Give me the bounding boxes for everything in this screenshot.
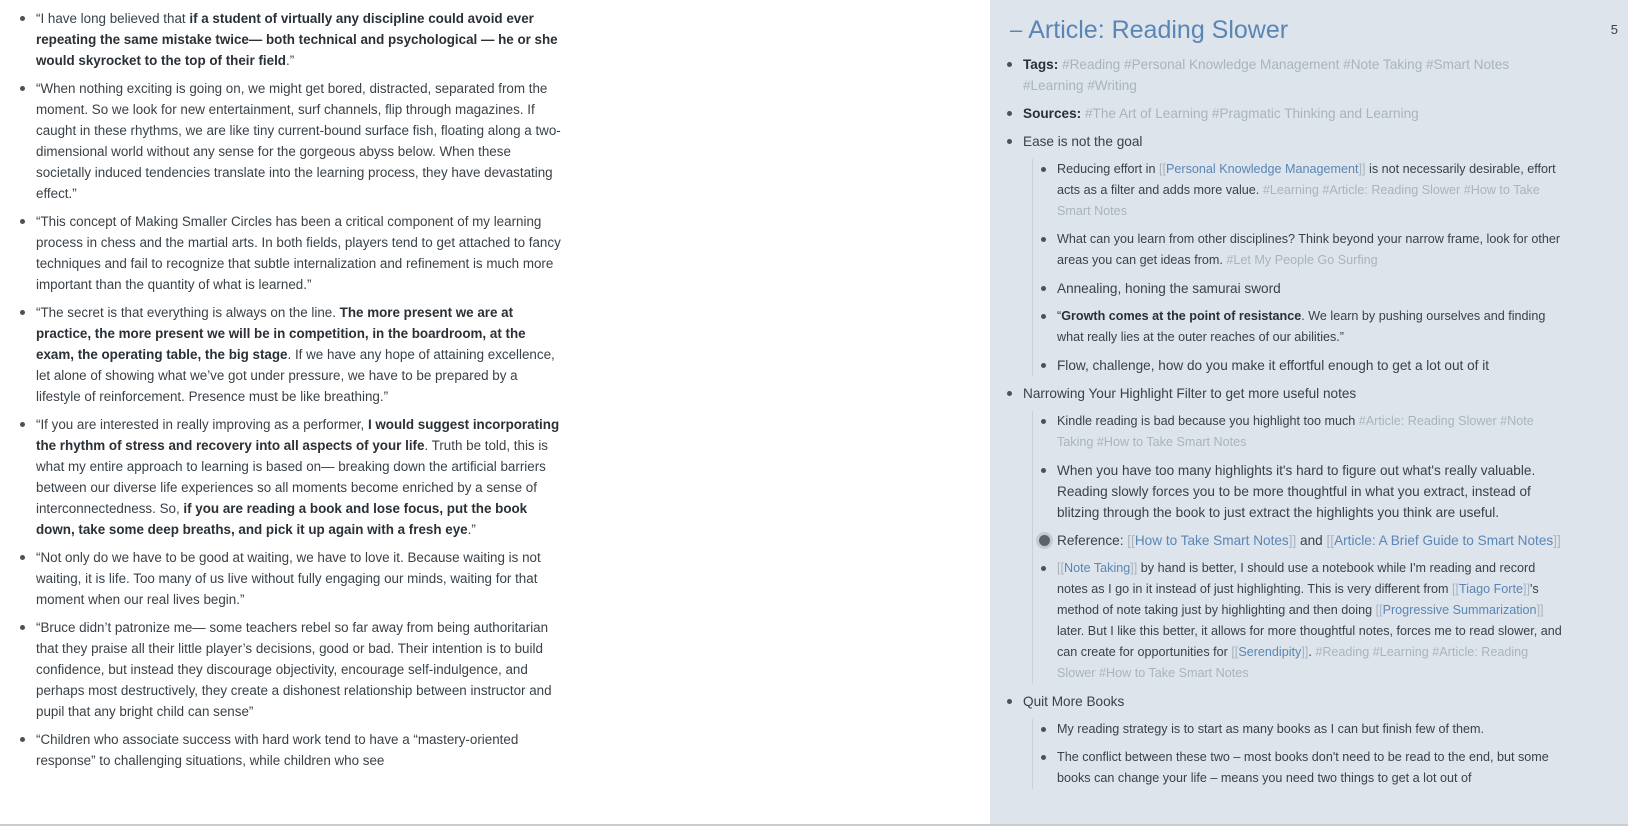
- tag-ref[interactable]: #Learning #Article: Reading Slower #How to Take Smart Notes: [1057, 183, 1540, 218]
- block-text: is not necessarily desirable, effort acts as a filter and adds more value.: [1057, 162, 1556, 197]
- child-block[interactable]: [1040, 159, 1566, 222]
- tag-ref[interactable]: #Article: Reading Slower #Note Taking #How to Take Smart Notes: [1057, 414, 1534, 449]
- link-bracket: [[: [1375, 603, 1383, 617]
- sidebar-page: [990, 0, 1628, 826]
- quote-bold-text: I would suggest incorporating the rhythm of stress and recovery into all aspects of your life: [36, 417, 560, 453]
- link-bracket: ]]: [1130, 561, 1138, 575]
- block-text: Reducing effort in: [1057, 162, 1159, 176]
- quote-list: [20, 8, 565, 778]
- page-header: [1010, 12, 1288, 48]
- quote-item[interactable]: [20, 729, 565, 771]
- block-text: What can you learn from other disciplines? Think beyond your narrow frame, look for other areas you can get ideas from.: [1057, 232, 1561, 267]
- link-bracket: ]]: [1522, 582, 1530, 596]
- sources-block[interactable]: [1006, 103, 1566, 124]
- page-count: 5: [1610, 22, 1618, 37]
- quote-bold-text: The more present we are at practice, the more present we will be in competition, in the boardroom, at the exam, the operating table, the big stage: [36, 305, 526, 362]
- link-bracket: [[: [1158, 162, 1166, 176]
- child-block[interactable]: [1040, 558, 1566, 684]
- section-block[interactable]: [1006, 691, 1566, 789]
- block-text: . We learn by pushing ourselves and finding what really lies at the outer reaches of our abilities.”: [1057, 309, 1546, 344]
- block-text: The conflict between these two – most books don't need to be read to the end, but some books can change your life – means you need two things to get a lot out of: [1057, 750, 1549, 785]
- link-bracket: [[: [1452, 582, 1460, 596]
- tags-value[interactable]: #Reading #Personal Knowledge Management #Note Taking #Smart Notes #Learning #Writing: [1023, 57, 1510, 93]
- child-block[interactable]: [1040, 355, 1566, 376]
- quote-text: “I have long believed that: [36, 11, 190, 26]
- collapse-toggle-icon[interactable]: –: [1010, 17, 1023, 42]
- block-text: and: [1296, 533, 1327, 548]
- link-bracket: ]]: [1553, 533, 1561, 548]
- tag-ref[interactable]: #Let My People Go Surfing: [1226, 253, 1378, 267]
- child-block[interactable]: [1040, 229, 1566, 271]
- quote-text: “Children who associate success with hard work tend to have a “mastery-oriented response” to challenging situations, while children who see: [36, 732, 519, 768]
- quote-item[interactable]: [20, 414, 565, 540]
- section-heading: Quit More Books: [1023, 694, 1125, 709]
- sources-label: Sources:: [1023, 106, 1082, 121]
- page-link[interactable]: Personal Knowledge Management: [1165, 162, 1359, 176]
- tags-block[interactable]: [1006, 54, 1566, 96]
- block-text: later. But I like this better, it allows for more thoughtful notes, forces me to read slower, and can create for opportunities for: [1057, 624, 1562, 659]
- quote-item[interactable]: [20, 211, 565, 295]
- child-block[interactable]: [1040, 719, 1566, 740]
- sources-value[interactable]: #The Art of Learning #Pragmatic Thinking and Learning: [1084, 106, 1419, 121]
- block-text: Annealing, honing the samurai sword: [1057, 281, 1281, 296]
- page-link[interactable]: Article: A Brief Guide to Smart Notes: [1334, 533, 1554, 548]
- quote-text: “This concept of Making Smaller Circles has been a critical component of my learning process in chess and the martial arts. In both fields, players tend to get attached to fancy techniques and fail to recognize that subtle internalization and refinement is much more important than the quantity of what is learned.”: [36, 214, 561, 292]
- child-blocks: [1032, 159, 1566, 376]
- section-heading: Narrowing Your Highlight Filter to get more useful notes: [1023, 386, 1357, 401]
- quote-text: . If we have any hope of attaining excellence, let alone of showing what we’ve got under pressure, we have to be prepared by a lifestyle of reinforcement. Presence must be like breathing.”: [36, 347, 555, 404]
- link-bracket: [[: [1057, 561, 1064, 575]
- tags-label: Tags:: [1023, 57, 1059, 72]
- quote-text: .”: [285, 53, 295, 68]
- block-text: Kindle reading is bad because you highlight too much: [1057, 414, 1359, 428]
- quote-text: “The secret is that everything is always on the line.: [36, 305, 340, 320]
- quote-item[interactable]: [20, 617, 565, 722]
- quote-text: .”: [467, 522, 476, 537]
- tag-ref[interactable]: #Reading #Learning #Article: Reading Slower #How to Take Smart Notes: [1057, 645, 1529, 680]
- link-bracket: ]]: [1301, 645, 1309, 659]
- child-block[interactable]: [1040, 747, 1566, 789]
- quote-text: “If you are interested in really improving as a performer,: [36, 417, 368, 432]
- block-text: My reading strategy is to start as many books as I can but finish few of them.: [1057, 722, 1484, 736]
- page-title[interactable]: Article: Reading Slower: [1028, 15, 1289, 44]
- page-link[interactable]: Progressive Summarization: [1382, 603, 1537, 617]
- section-heading: Ease is not the goal: [1023, 134, 1143, 149]
- section-block[interactable]: [1006, 383, 1566, 684]
- block-text: “: [1057, 309, 1062, 323]
- page-link[interactable]: Tiago Forte: [1459, 582, 1523, 596]
- child-block[interactable]: [1040, 460, 1566, 523]
- page-link[interactable]: How to Take Smart Notes: [1134, 533, 1289, 548]
- block-text: 's method of note taking just by highlighting and then doing: [1057, 582, 1539, 617]
- block-bold-text: Growth comes at the point of resistance: [1061, 309, 1302, 323]
- link-bracket: ]]: [1288, 533, 1297, 548]
- block-text: Flow, challenge, how do you make it effortful enough to get a lot out of it: [1057, 358, 1489, 373]
- block-text: by hand is better, I should use a notebook while I'm reading and record notes as I go in it instead of just highlighting. This is very different from: [1057, 561, 1536, 596]
- child-block[interactable]: [1040, 411, 1566, 453]
- quote-item[interactable]: [20, 547, 565, 610]
- quote-text: “When nothing exciting is going on, we might get bored, distracted, separated from the moment. So we look for new entertainment, surf channels, flip through magazines. If caught in these rhythms, we are like tiny current-bound surface fish, floating along a two-dimensional world without any sense for the gorgeous abyss below. When these societally induced tendencies translate into the learning process, they have devastating effect.”: [36, 81, 561, 201]
- page-outline: [1006, 54, 1566, 796]
- link-bracket: [[: [1231, 645, 1239, 659]
- page-link[interactable]: Serendipity: [1238, 645, 1302, 659]
- child-blocks: [1032, 719, 1566, 789]
- child-blocks: [1032, 411, 1566, 684]
- link-bracket: [[: [1326, 533, 1335, 548]
- block-text: .: [1308, 645, 1316, 659]
- block-text: Reference:: [1057, 533, 1128, 548]
- quote-item[interactable]: [20, 78, 565, 204]
- quote-text: “Not only do we have to be good at waiting, we have to love it. Because waiting is not waiting, it is life. Too many of us live without fully engaging our minds, waiting for that moment when our real lives begin.”: [36, 550, 541, 607]
- quote-text: . Truth be told, this is what my entire approach to learning is based on— breaking down the artificial barriers between our diverse life experiences so all moments become enriched by a sense of interconnectedness. So,: [36, 438, 549, 516]
- child-block[interactable]: [1040, 278, 1566, 299]
- link-bracket: ]]: [1536, 603, 1544, 617]
- quote-item[interactable]: [20, 8, 565, 71]
- quote-bold-text: if a student of virtually any discipline could avoid ever repeating the same mistake twice— both technical and psychological — he or she would skyrocket to the top of their field: [36, 11, 558, 68]
- link-bracket: [[: [1127, 533, 1135, 548]
- quote-text: “Bruce didn’t patronize me— some teachers rebel so far away from being authoritarian that they praise all their little player’s decisions, good or bad. Their intention is to build confidence, but instead they discourage objectivity, encourage self-indulgence, and perhaps most destructively, they create a dishonest relationship between instructor and pupil that any bright child can sense”: [36, 620, 552, 719]
- quote-bold-text: if you are reading a book and lose focus, put the book down, take some deep breaths, and pick it up again with a fresh eye: [36, 501, 528, 537]
- section-block[interactable]: [1006, 131, 1566, 376]
- quote-item[interactable]: [20, 302, 565, 407]
- child-block[interactable]: [1040, 306, 1566, 348]
- child-block[interactable]: [1040, 530, 1566, 551]
- block-text: When you have too many highlights it's hard to figure out what's really valuable. Reading slowly forces you to be more thoughtful in what you extract, instead of blitzing through the book to just extract the highlights you think are useful.: [1057, 463, 1536, 520]
- link-bracket: ]]: [1358, 162, 1366, 176]
- page-link[interactable]: Note Taking: [1064, 561, 1131, 575]
